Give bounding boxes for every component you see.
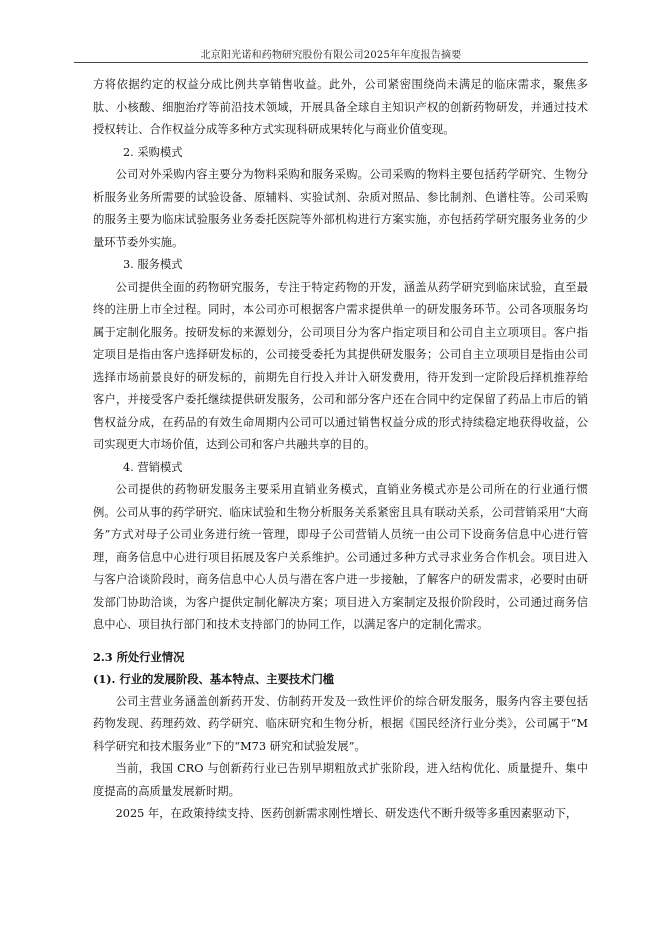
- page-content: [93, 74, 588, 826]
- subheading-procurement-model: 2. 采购模式: [123, 145, 183, 159]
- paragraph-marketing-model: 公司提供的药物研发服务主要采用直销业务模式，直销业务模式亦是公司所在的行业通行惯例。公司从事的药学研究、临床试验和生物分析服务关系紧密且具有联动关系，公司营销采用“大商务”方式对母子公司业务进行统一管理，即母子公司营销人员统一由公司下设商务信息中心进行管理，商务信息中心进行项目拓展及客户关系维护。公司通过多种方式寻求业务合作机会。项目进入与客户洽谈阶段时，商务信息中心人员与潜在客户进一步接触，了解客户的研发需求，必要时由研发部门协助洽谈，为客户提供定制化解决方案；项目进入方案制定及报价阶段时，公司通过商务信息中心、项目执行部门和技术支持部门的协同工作，以满足客户的定制化需求。: [93, 483, 588, 631]
- subsection-heading-development-stage: (1). 行业的发展阶段、基本特点、主要技术门槛: [93, 672, 335, 686]
- subheading-marketing-model: 4. 营销模式: [123, 460, 183, 474]
- subheading-service-model: 3. 服务模式: [123, 258, 183, 271]
- paragraph-procurement-model: 公司对外采购内容主要分为物料采购和服务采购。公司采购的物料主要包括药学研究、生物分析服务业务所需要的试验设备、原辅料、实验试剂、杂质对照品、参比制剂、色谱柱等。公司采购的服务主要为临床试验服务业务委托医院等外部机构进行方案实施，亦包括药学研究服务业务的少量环节委外实施。: [93, 168, 588, 249]
- paragraph-revenue-sharing: 方将依据约定的权益分成比例共享销售收益。此外，公司紧密围绕尚未满足的临床需求，聚焦多肽、小核酸、细胞治疗等前沿技术领域，开展具备全球自主知识产权的创新药物研发，并通过技术授权转让、合作权益分成等多种方式实现科研成果转化与商业价值变现。: [93, 78, 588, 136]
- paragraph-service-model: 公司提供全面的药物研究服务，专注于特定药物的开发，涵盖从药学研究到临床试验，直至最终的注册上市全过程。同时，本公司亦可根据客户需求提供单一的研发服务环节。公司各项服务均属于定制化服务。按研发标的来源划分，公司项目分为客户指定项目和公司自主立项项目。客户指定项目是指由客户选择研发标的，公司接受委托为其提供研发服务；公司自主立项项目是指由公司选择市场前景良好的研发标的，前期先自行投入并计入研发费用，待开发到一定阶段后择机推荐给客户，并接受客户委托继续提供研发服务，公司和部分客户还在合同中约定保留了药品上市后的销售权益分成，在药品的有效生命周期内公司可以通过销售权益分成的形式持续稳定地获得收益，公司实现更大市场价值，达到公司和客户共融共享的目的。: [93, 280, 588, 451]
- page-header: 北京阳光诺和药物研究股份有限公司2025年年度报告摘要: [200, 50, 462, 61]
- header-divider: [74, 62, 588, 63]
- paragraph-industry-stage: 当前，我国 CRO 与创新药行业已告别早期粗放式扩张阶段，进入结构优化、质量提升、集中度提高的高质量发展新时期。: [93, 762, 588, 798]
- paragraph-main-business: 公司主营业务涵盖创新药开发、仿制药开发及一致性评价的综合研发服务，服务内容主要包括药物发现、药理药效、药学研究、临床研究和生物分析，根据《国民经济行业分类》，公司属于“M 科学研究和技术服务业”下的“M73 研究和试验发展”。: [93, 694, 588, 753]
- section-heading-industry: 2.3 所处行业情况: [93, 649, 185, 664]
- paragraph-2025-outlook: 2025 年，在政策持续支持、医药创新需求刚性增长、研发迭代不断升级等多重因素驱动下，: [115, 807, 578, 820]
